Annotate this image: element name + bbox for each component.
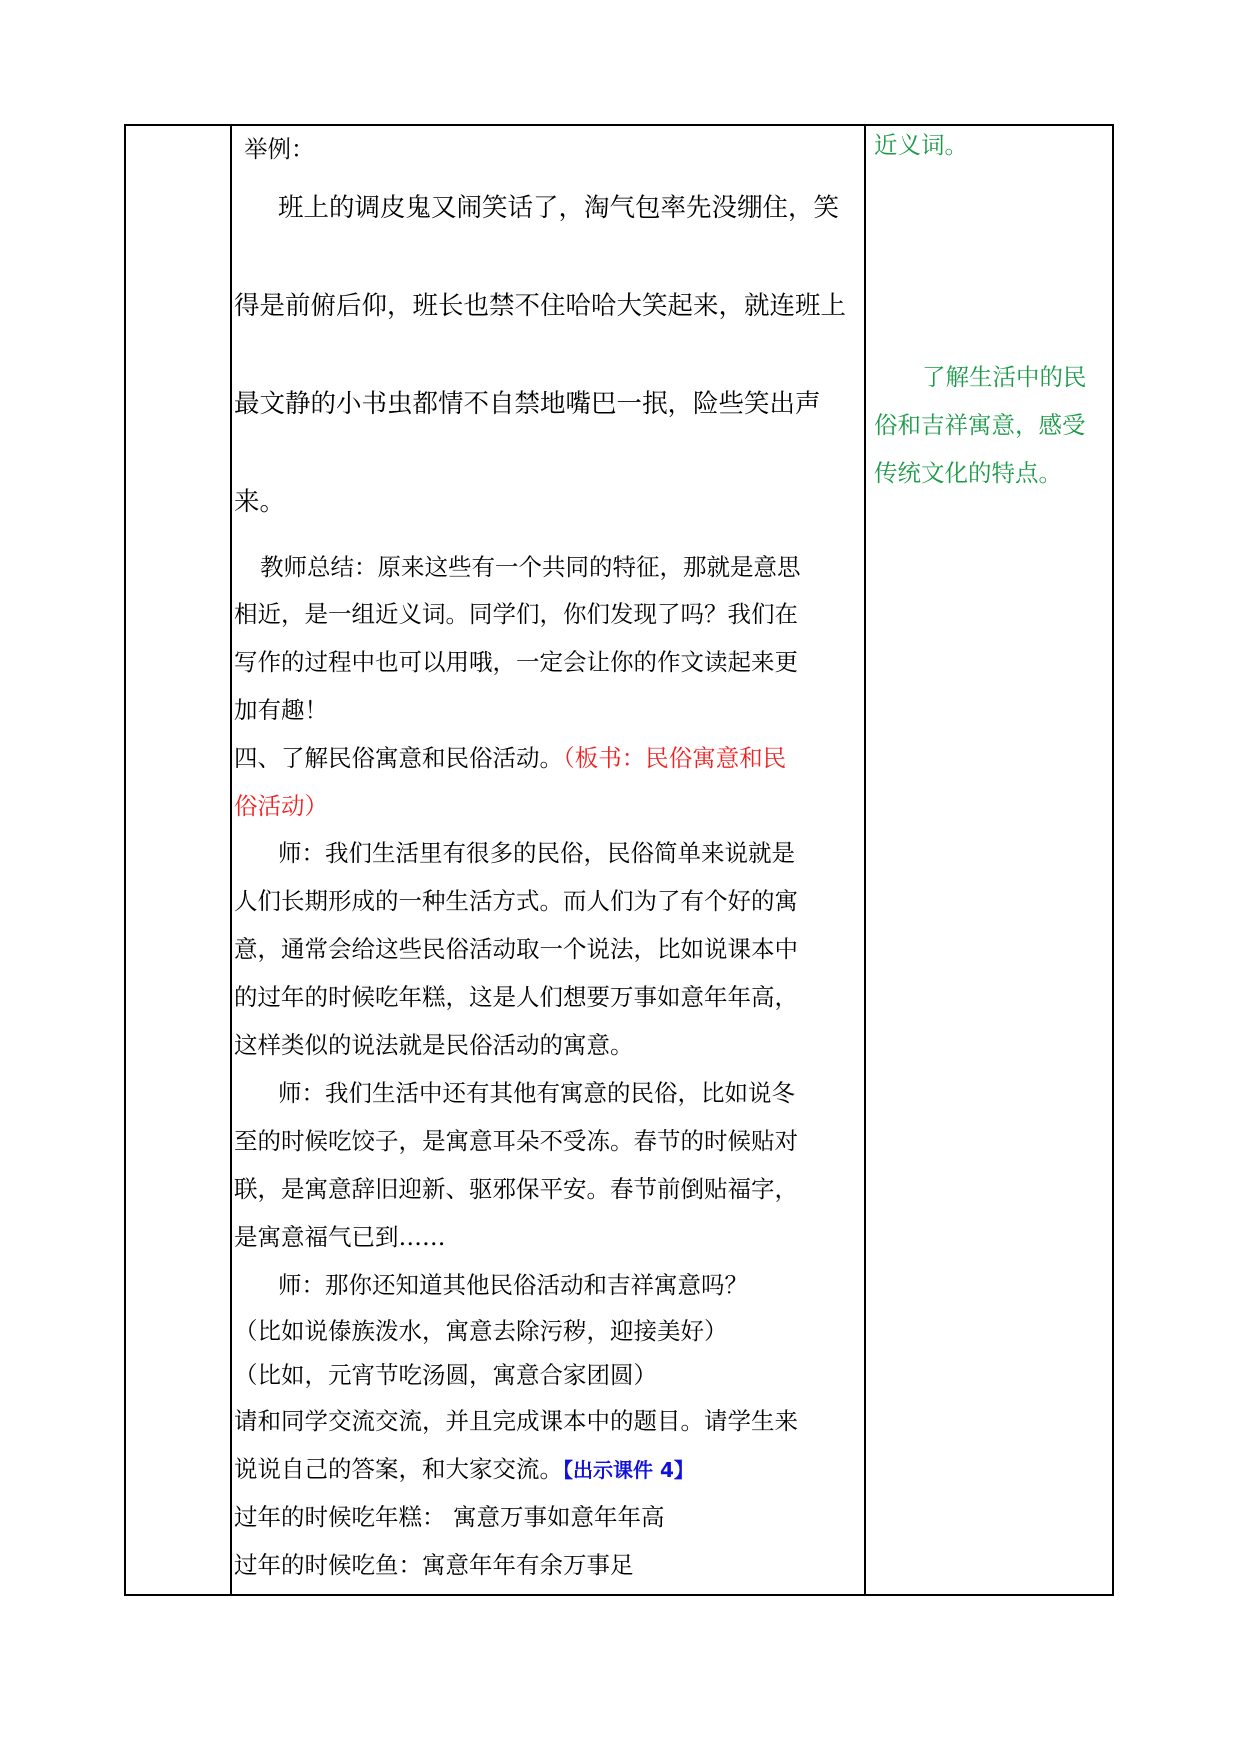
summary-line: 写作的过程中也可以用哦，一定会让你的作文读起来更 [234, 648, 798, 676]
paragraph-line: 这样类似的说法就是民俗活动的寓意。 [234, 1031, 634, 1059]
section-heading [234, 743, 786, 773]
board-note: 俗活动） [234, 792, 328, 820]
paragraph-line: 师：我们生活中还有其他有寓意的民俗，比如说冬 [278, 1079, 795, 1107]
example-line: 来。 [234, 487, 286, 517]
paragraph-line: 至的时候吃饺子，是寓意耳朵不受冻。春节的时候贴对 [234, 1127, 798, 1155]
section-heading-text: 四、了解民俗寓意和民俗活动。 [234, 744, 563, 772]
example-note: （比如说傣族泼水，寓意去除污秽，迎接美好） [234, 1317, 728, 1345]
paragraph-line: 联，是寓意辞旧迎新、驱邪保平安。春节前倒贴福字， [234, 1175, 798, 1203]
side-note-line: 传统文化的特点。 [874, 459, 1062, 487]
question-line: 师：那你还知道其他民俗活动和吉祥寓意吗？ [278, 1271, 748, 1299]
side-note-line: 俗和吉祥寓意，感受 [874, 411, 1086, 439]
paragraph-line: 意，通常会给这些民俗活动取一个说法，比如说课本中 [234, 935, 798, 963]
paragraph-line: 人们长期形成的一种生活方式。而人们为了有个好的寓 [234, 887, 798, 915]
example-line: 得是前俯后仰，班长也禁不住哈哈大笑起来，就连班上 [234, 291, 847, 321]
board-note: （板书：民俗寓意和民 [563, 744, 787, 772]
paragraph-line: 师：我们生活里有很多的民俗，民俗简单来说就是 [278, 839, 795, 867]
example-heading: 举例： [244, 135, 315, 163]
courseware-tag: 【出示课件 4】 [563, 1458, 694, 1482]
example-note: （比如，元宵节吃汤圆，寓意合家团圆） [234, 1361, 657, 1389]
answer-line: 过年的时候吃鱼：寓意年年有余万事足 [234, 1551, 634, 1579]
summary-line: 教师总结：原来这些有一个共同的特征，那就是意思 [260, 553, 801, 581]
exchange-text: 说说自己的答案，和大家交流。 [234, 1455, 563, 1483]
summary-line: 加有趣！ [234, 696, 328, 724]
side-note: 近义词。 [874, 131, 968, 159]
paragraph-line: 是寓意福气已到…… [234, 1223, 446, 1251]
paragraph-line: 的过年的时候吃年糕，这是人们想要万事如意年年高， [234, 983, 798, 1011]
exchange-line: 请和同学交流交流，并且完成课本中的题目。请学生来 [234, 1407, 798, 1435]
side-note-line: 了解生活中的民 [922, 363, 1087, 391]
answer-line: 过年的时候吃年糕： 寓意万事如意年年高 [234, 1503, 665, 1531]
teaching-process-cell [232, 126, 862, 1594]
lesson-table [124, 124, 1114, 1596]
exchange-line [234, 1454, 694, 1485]
example-line: 最文静的小书虫都情不自禁地嘴巴一抿，险些笑出声 [234, 389, 821, 419]
summary-line: 相近，是一组近义词。同学们，你们发现了吗？我们在 [234, 600, 798, 628]
example-line: 班上的调皮鬼又闹笑话了，淘气包率先没绷住，笑 [278, 193, 840, 223]
design-intent-cell [866, 126, 1112, 1594]
